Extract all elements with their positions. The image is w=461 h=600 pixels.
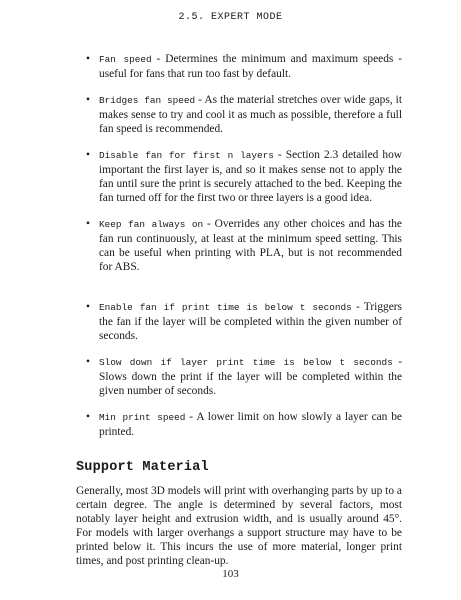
setting-description: - Overrides any other choices and has the fan run continuously, at least at the minimum speed setting. This can be useful when printing with PLA, but is not recommended for ABS. — [99, 218, 402, 273]
setting-description: - As the material stretches over wide gaps, it makes sense to try and cool it as much as possible, therefore a full fan speed is recommended. — [99, 94, 402, 135]
setting-description: - A lower limit on how slowly a layer can be printed. — [99, 411, 402, 438]
body-paragraph: Generally, most 3D models will print with overhanging parts by up to a certain degree. The angle is determined by several factors, most notably layer height and extrusion width, and is usually around 45°. For models with larger overhangs a support structure may have to be printed below it. This incurs the use of more material, longer print times, and post printing clean-up. — [76, 485, 402, 567]
fan-settings-list — [82, 52, 402, 439]
setting-term: Enable fan if print time is below t seconds — [99, 302, 352, 313]
list-item-slow-down-if — [82, 355, 402, 398]
running-header: 2.5. EXPERT MODE — [178, 12, 283, 23]
setting-description: - Triggers the fan if the layer will be completed within the given number of seconds. — [99, 301, 402, 342]
list-item-disable-fan — [82, 148, 402, 205]
list-item-bridges-fan-speed — [82, 93, 402, 136]
list-item-min-print-speed — [82, 410, 402, 439]
setting-term: Min print speed — [99, 412, 186, 423]
setting-term: Bridges fan speed — [99, 95, 196, 106]
list-item-keep-fan-on — [82, 217, 402, 274]
setting-term: Keep fan always on — [99, 219, 204, 230]
page-number: 103 — [222, 568, 239, 580]
setting-description: - Slows down the print if the layer will be completed within the given number of seconds. — [99, 356, 402, 397]
setting-term: Disable fan for first n layers — [99, 150, 274, 161]
setting-description: - Determines the minimum and maximum speeds - useful for fans that run too fast by default. — [99, 53, 402, 80]
setting-term: Fan speed — [99, 54, 152, 65]
setting-term: Slow down if layer print time is below t seconds — [99, 357, 393, 368]
section-heading: Support Material — [76, 460, 209, 475]
list-item-fan-speed — [82, 52, 402, 81]
setting-description: - Section 2.3 detailed how important the first layer is, and so it makes sense not to apply the fan until sure the print is securely attached to the bed. Keeping the fan turned off for the first two or three layers is a good idea. — [99, 149, 403, 204]
page-content — [76, 52, 403, 568]
list-item-enable-fan-if — [82, 300, 402, 343]
